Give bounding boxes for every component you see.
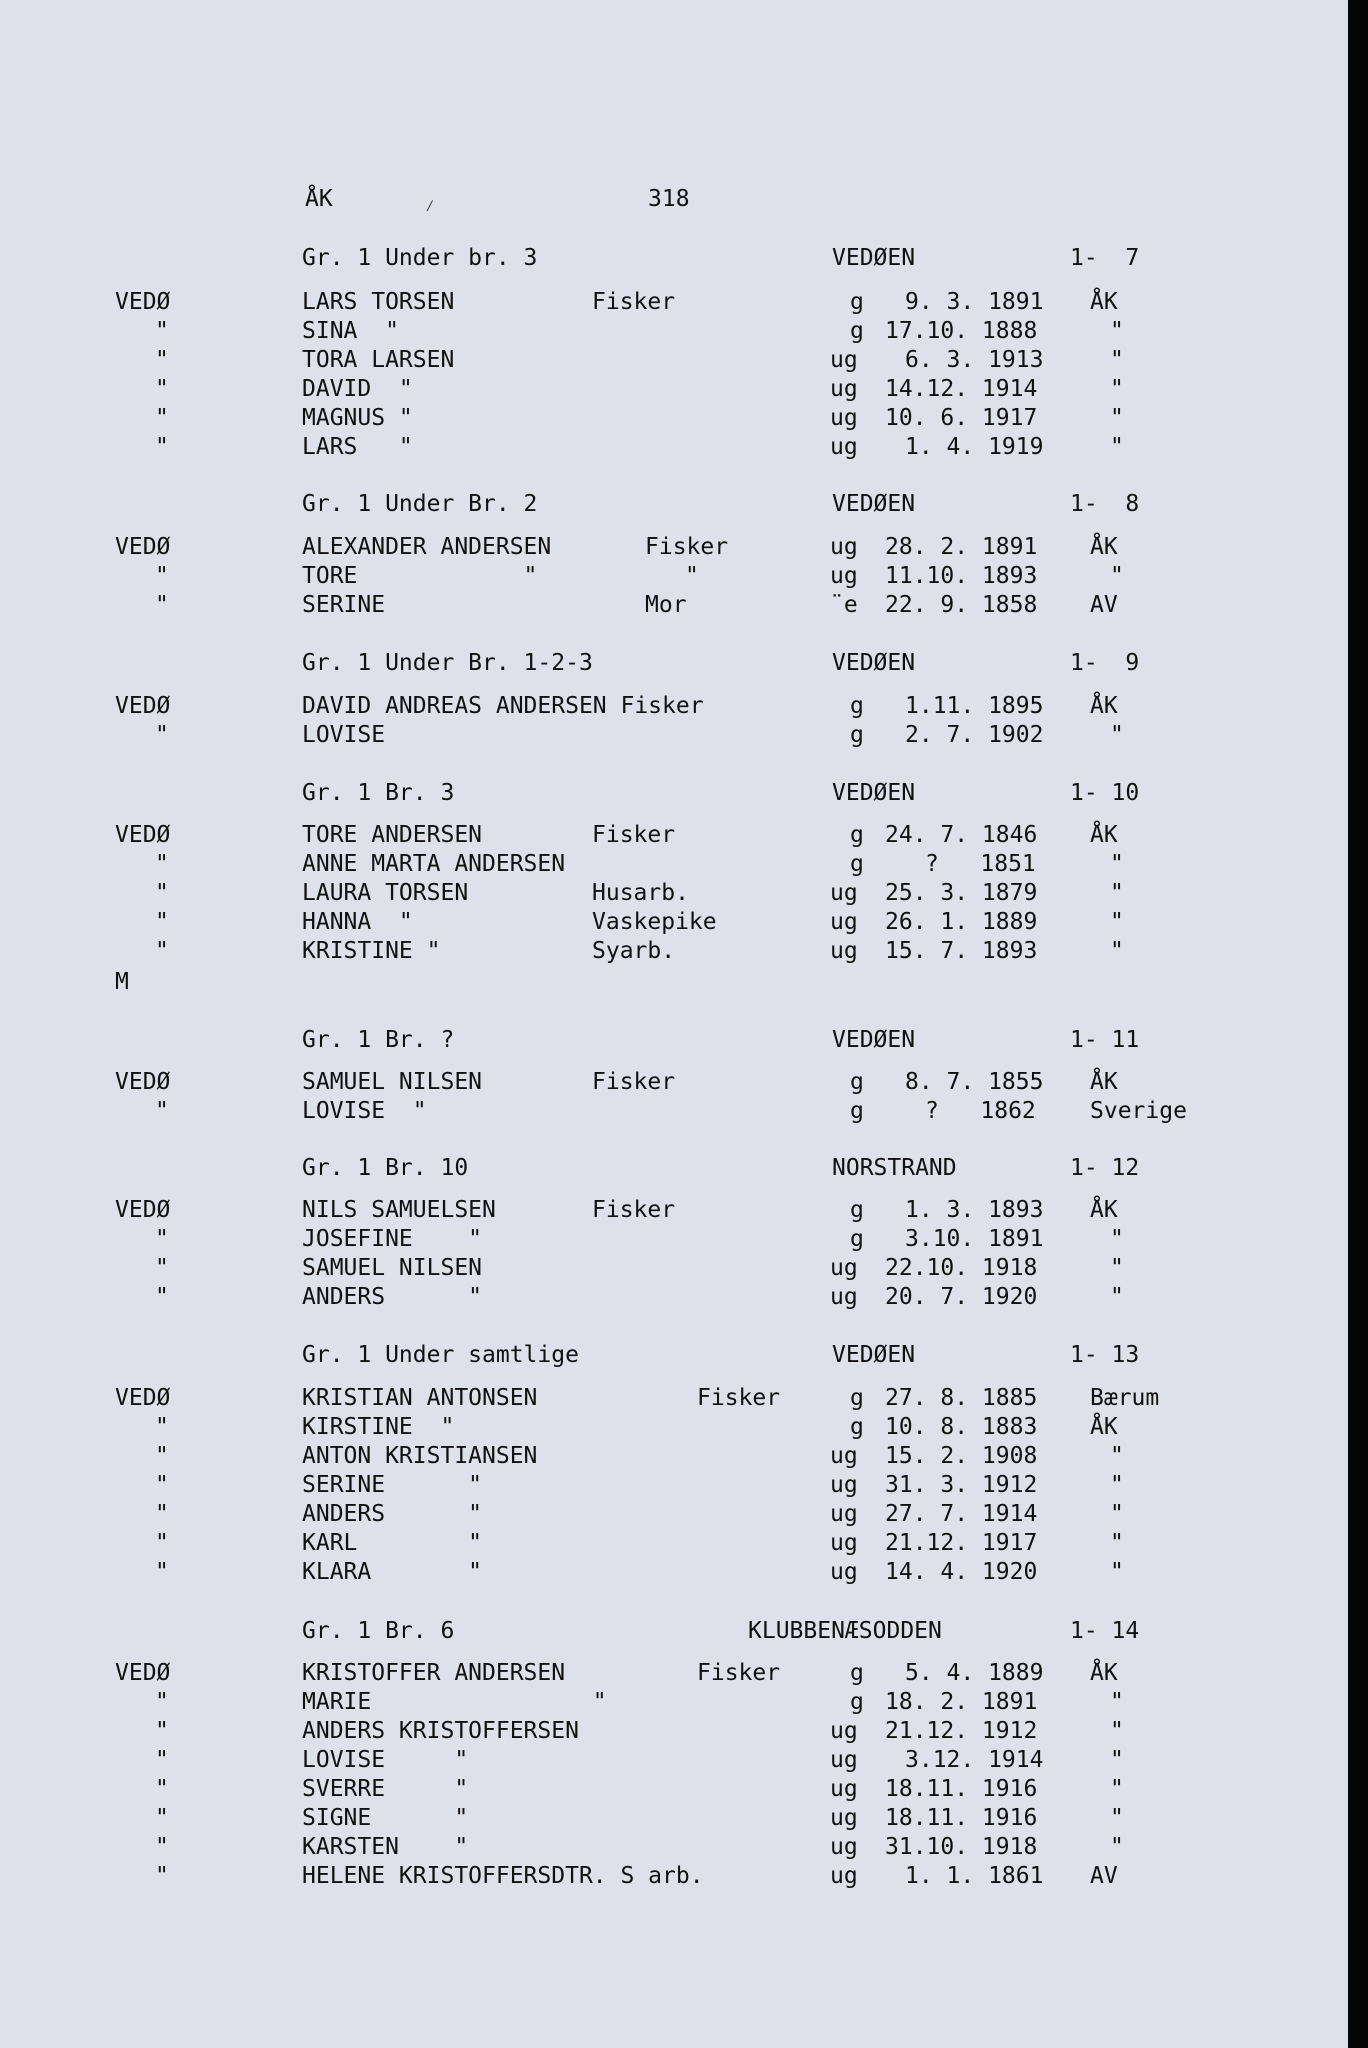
- section-place: VEDØEN: [832, 780, 916, 806]
- row-occupation: Fisker: [592, 289, 676, 315]
- row-date: 18. 2. 1891: [885, 1689, 1038, 1715]
- row-name: DAVID ": [302, 376, 413, 402]
- row-date: 6. 3. 1913: [905, 347, 1044, 373]
- scan-edge: [1348, 0, 1368, 2048]
- row-name: NILS SAMUELSEN: [302, 1197, 496, 1223]
- row-origin: ": [155, 1472, 169, 1498]
- row-origin: ": [155, 1863, 169, 1889]
- row-date: 8. 7. 1855: [905, 1069, 1044, 1095]
- row-status: g: [850, 318, 864, 344]
- row-date: 5. 4. 1889: [905, 1660, 1044, 1686]
- row-origin: ": [155, 1255, 169, 1281]
- row-origin: ": [155, 1284, 169, 1310]
- row-name: JOSEFINE ": [302, 1226, 483, 1252]
- row-location: ": [1110, 1805, 1124, 1831]
- row-status: ug: [830, 347, 858, 373]
- row-date: 27. 7. 1914: [885, 1501, 1038, 1527]
- row-location: ": [1110, 376, 1124, 402]
- row-location: ": [1110, 1226, 1124, 1252]
- row-occupation: ": [685, 563, 699, 589]
- row-origin: ": [155, 938, 169, 964]
- row-location: ": [1110, 880, 1124, 906]
- page-code: ÅK: [305, 186, 333, 212]
- row-origin: ": [155, 1530, 169, 1556]
- row-name: SIGNE ": [302, 1805, 469, 1831]
- row-location: ": [1110, 347, 1124, 373]
- row-origin: VEDØ: [115, 1069, 171, 1095]
- row-date: 26. 1. 1889: [885, 909, 1038, 935]
- section-group: Gr. 1 Br. 10: [302, 1155, 469, 1181]
- section-group: Gr. 1 Under Br. 2: [302, 491, 538, 517]
- row-origin: VEDØ: [115, 822, 171, 848]
- row-occupation: Husarb.: [592, 880, 689, 906]
- row-occupation: Syarb.: [592, 938, 676, 964]
- row-origin: ": [155, 347, 169, 373]
- row-status: g: [850, 1226, 864, 1252]
- row-location: ": [1110, 938, 1124, 964]
- row-origin: VEDØ: [115, 1660, 171, 1686]
- row-status: ug: [830, 1255, 858, 1281]
- row-name: LARS TORSEN: [302, 289, 455, 315]
- row-location: ": [1110, 1501, 1124, 1527]
- row-name: KRISTOFFER ANDERSEN: [302, 1660, 566, 1686]
- row-date: 10. 6. 1917: [885, 405, 1038, 431]
- row-name: KARSTEN ": [302, 1834, 469, 1860]
- row-name: ANDERS ": [302, 1284, 483, 1310]
- section-group: Gr. 1 Under Br. 1-2-3: [302, 650, 593, 676]
- section-place: VEDØEN: [832, 245, 916, 271]
- row-date: 21.12. 1912: [885, 1718, 1038, 1744]
- row-date: 1.11. 1895: [905, 693, 1044, 719]
- row-occupation: Fisker: [645, 534, 729, 560]
- row-date: ? 1862: [925, 1098, 1036, 1124]
- row-origin: ": [155, 1718, 169, 1744]
- row-name: LAURA TORSEN: [302, 880, 469, 906]
- section-place: VEDØEN: [832, 650, 916, 676]
- row-name: ANNE MARTA ANDERSEN: [302, 851, 566, 877]
- row-status: ug: [830, 1805, 858, 1831]
- row-origin: ": [155, 1226, 169, 1252]
- row-origin: ": [155, 434, 169, 460]
- row-status: ug: [830, 1472, 858, 1498]
- row-origin: ": [155, 1414, 169, 1440]
- row-origin: ": [155, 1805, 169, 1831]
- row-status: ug: [830, 405, 858, 431]
- row-status: g: [850, 851, 864, 877]
- row-name: SAMUEL NILSEN: [302, 1069, 483, 1095]
- row-location: ": [1110, 434, 1124, 460]
- row-location: ": [1110, 1718, 1124, 1744]
- row-date: 1. 1. 1861: [905, 1863, 1044, 1889]
- row-origin: ": [155, 1501, 169, 1527]
- row-location: ": [1110, 1443, 1124, 1469]
- row-status: g: [850, 693, 864, 719]
- section-place: VEDØEN: [832, 1342, 916, 1368]
- row-location: ": [1110, 1284, 1124, 1310]
- row-origin: ": [155, 1098, 169, 1124]
- row-status: g: [850, 1098, 864, 1124]
- row-date: 11.10. 1893: [885, 563, 1038, 589]
- row-location: ": [1110, 1255, 1124, 1281]
- section-id: 1- 8: [1070, 491, 1140, 517]
- row-status: ug: [830, 376, 858, 402]
- row-status: g: [850, 1689, 864, 1715]
- row-origin: VEDØ: [115, 693, 171, 719]
- row-date: 2. 7. 1902: [905, 722, 1044, 748]
- pen-mark: ⁄: [425, 196, 435, 215]
- row-status: ug: [830, 1501, 858, 1527]
- row-origin: ": [155, 851, 169, 877]
- row-origin: ": [155, 1689, 169, 1715]
- section-place: NORSTRAND: [832, 1155, 957, 1181]
- row-date: 3.10. 1891: [905, 1226, 1044, 1252]
- section-id: 1- 11: [1070, 1027, 1140, 1053]
- section-id: 1- 7: [1070, 245, 1140, 271]
- row-status: ug: [830, 563, 858, 589]
- row-name: SERINE ": [302, 1472, 483, 1498]
- row-status: g: [850, 822, 864, 848]
- row-origin: ": [155, 1834, 169, 1860]
- row-location: Sverige: [1090, 1098, 1187, 1124]
- row-name: SAMUEL NILSEN: [302, 1255, 483, 1281]
- row-date: 18.11. 1916: [885, 1805, 1038, 1831]
- row-location: ": [1110, 1834, 1124, 1860]
- row-origin: VEDØ: [115, 1197, 171, 1223]
- row-name: KARL ": [302, 1530, 483, 1556]
- row-date: 18.11. 1916: [885, 1776, 1038, 1802]
- row-location: ÅK: [1090, 1660, 1118, 1686]
- row-origin: ": [155, 1747, 169, 1773]
- row-location: ": [1110, 909, 1124, 935]
- section-group: Gr. 1 Br. ?: [302, 1027, 455, 1053]
- row-date: 14.12. 1914: [885, 376, 1038, 402]
- section-id: 1- 9: [1070, 650, 1140, 676]
- row-occupation: Vaskepike: [592, 909, 717, 935]
- row-date: 15. 7. 1893: [885, 938, 1038, 964]
- row-location: ÅK: [1090, 693, 1118, 719]
- row-origin: ": [155, 592, 169, 618]
- section-group: Gr. 1 Br. 3: [302, 780, 455, 806]
- row-date: 27. 8. 1885: [885, 1385, 1038, 1411]
- row-name: LOVISE ": [302, 1747, 469, 1773]
- row-location: ÅK: [1090, 534, 1118, 560]
- row-location: ": [1110, 563, 1124, 589]
- row-name: LARS ": [302, 434, 413, 460]
- row-status: ug: [830, 1718, 858, 1744]
- row-date: 15. 2. 1908: [885, 1443, 1038, 1469]
- row-origin: ": [155, 1559, 169, 1585]
- row-location: ÅK: [1090, 1197, 1118, 1223]
- row-location: ": [1110, 318, 1124, 344]
- row-date: 9. 3. 1891: [905, 289, 1044, 315]
- row-location: ÅK: [1090, 822, 1118, 848]
- row-status: g: [850, 1660, 864, 1686]
- row-date: 31.10. 1918: [885, 1834, 1038, 1860]
- section-group: Gr. 1 Br. 6: [302, 1618, 455, 1644]
- row-name: HANNA ": [302, 909, 413, 935]
- row-status: g: [850, 1385, 864, 1411]
- row-status: g: [850, 1197, 864, 1223]
- row-location: ": [1110, 1689, 1124, 1715]
- row-status: g: [850, 1414, 864, 1440]
- row-name: MAGNUS ": [302, 405, 413, 431]
- row-origin: ": [155, 1443, 169, 1469]
- section-id: 1- 12: [1070, 1155, 1140, 1181]
- row-location: ": [1110, 851, 1124, 877]
- row-occupation: Fisker: [592, 1069, 676, 1095]
- row-name: KLARA ": [302, 1559, 483, 1585]
- row-location: ": [1110, 1747, 1124, 1773]
- row-location: ÅK: [1090, 1069, 1118, 1095]
- row-origin: VEDØ: [115, 534, 171, 560]
- row-occupation: Fisker: [697, 1660, 781, 1686]
- row-occupation: Fisker: [592, 1197, 676, 1223]
- row-date: 1. 3. 1893: [905, 1197, 1044, 1223]
- row-status: ug: [830, 938, 858, 964]
- row-status: ¨e: [830, 592, 858, 618]
- row-location: ": [1110, 1530, 1124, 1556]
- row-status: ug: [830, 434, 858, 460]
- row-name: DAVID ANDREAS ANDERSEN Fisker: [302, 693, 704, 719]
- row-origin: ": [155, 405, 169, 431]
- row-date: 28. 2. 1891: [885, 534, 1038, 560]
- row-location: ": [1110, 722, 1124, 748]
- section-place: VEDØEN: [832, 491, 916, 517]
- row-origin: ": [155, 318, 169, 344]
- row-status: ug: [830, 1443, 858, 1469]
- row-status: ug: [830, 1834, 858, 1860]
- row-status: ug: [830, 909, 858, 935]
- section-place: VEDØEN: [832, 1027, 916, 1053]
- row-name: TORA LARSEN: [302, 347, 455, 373]
- row-name: ANDERS KRISTOFFERSEN: [302, 1718, 579, 1744]
- row-location: Bærum: [1090, 1385, 1160, 1411]
- row-name: SVERRE ": [302, 1776, 469, 1802]
- row-status: ug: [830, 1530, 858, 1556]
- page-number: 318: [648, 186, 690, 212]
- row-status: ug: [830, 1284, 858, 1310]
- section-place: KLUBBENÆSODDEN: [748, 1618, 942, 1644]
- row-occupation: Fisker: [697, 1385, 781, 1411]
- section-group: Gr. 1 Under samtlige: [302, 1342, 579, 1368]
- row-status: ug: [830, 1776, 858, 1802]
- row-date: 1. 4. 1919: [905, 434, 1044, 460]
- row-location: ÅK: [1090, 1414, 1118, 1440]
- row-name: KRISTINE ": [302, 938, 441, 964]
- row-name: MARIE ": [302, 1689, 607, 1715]
- row-date: 17.10. 1888: [885, 318, 1038, 344]
- row-date: 25. 3. 1879: [885, 880, 1038, 906]
- row-name: LOVISE: [302, 722, 386, 748]
- row-name: ANTON KRISTIANSEN: [302, 1443, 538, 1469]
- row-status: ug: [830, 534, 858, 560]
- row-origin: ": [155, 722, 169, 748]
- row-origin: ": [155, 909, 169, 935]
- row-origin: VEDØ: [115, 289, 171, 315]
- row-location: ": [1110, 1472, 1124, 1498]
- row-date: 22. 9. 1858: [885, 592, 1038, 618]
- section-id: 1- 13: [1070, 1342, 1140, 1368]
- row-origin: ": [155, 880, 169, 906]
- row-status: g: [850, 289, 864, 315]
- row-name: TORE ": [302, 563, 538, 589]
- row-name: HELENE KRISTOFFERSDTR. S arb.: [302, 1863, 704, 1889]
- row-location: AV: [1090, 592, 1118, 618]
- row-status: ug: [830, 880, 858, 906]
- row-origin: ": [155, 1776, 169, 1802]
- row-location: ÅK: [1090, 289, 1118, 315]
- row-date: 10. 8. 1883: [885, 1414, 1038, 1440]
- row-date: 21.12. 1917: [885, 1530, 1038, 1556]
- row-status: g: [850, 1069, 864, 1095]
- section-id: 1- 10: [1070, 780, 1140, 806]
- row-status: ug: [830, 1747, 858, 1773]
- row-name: KRISTIAN ANTONSEN: [302, 1385, 538, 1411]
- row-status: ug: [830, 1863, 858, 1889]
- row-location: ": [1110, 1559, 1124, 1585]
- row-occupation: Fisker: [592, 822, 676, 848]
- row-date: 20. 7. 1920: [885, 1284, 1038, 1310]
- row-location: ": [1110, 1776, 1124, 1802]
- row-name: TORE ANDERSEN: [302, 822, 483, 848]
- row-origin: ": [155, 376, 169, 402]
- row-name: ANDERS ": [302, 1501, 483, 1527]
- row-origin: VEDØ: [115, 1385, 171, 1411]
- row-date: 14. 4. 1920: [885, 1559, 1038, 1585]
- row-origin: ": [155, 563, 169, 589]
- section-id: 1- 14: [1070, 1618, 1140, 1644]
- section-group: Gr. 1 Under br. 3: [302, 245, 538, 271]
- row-location: ": [1110, 405, 1124, 431]
- row-name: LOVISE ": [302, 1098, 427, 1124]
- margin-note: M: [115, 969, 129, 995]
- row-status: ug: [830, 1559, 858, 1585]
- row-date: 3.12. 1914: [905, 1747, 1044, 1773]
- row-name: SINA ": [302, 318, 399, 344]
- row-name: ALEXANDER ANDERSEN: [302, 534, 552, 560]
- row-date: 22.10. 1918: [885, 1255, 1038, 1281]
- row-name: SERINE: [302, 592, 386, 618]
- row-date: 24. 7. 1846: [885, 822, 1038, 848]
- row-occupation: Mor: [645, 592, 687, 618]
- row-date: ? 1851: [925, 851, 1036, 877]
- row-status: g: [850, 722, 864, 748]
- row-location: AV: [1090, 1863, 1118, 1889]
- row-name: KIRSTINE ": [302, 1414, 455, 1440]
- row-date: 31. 3. 1912: [885, 1472, 1038, 1498]
